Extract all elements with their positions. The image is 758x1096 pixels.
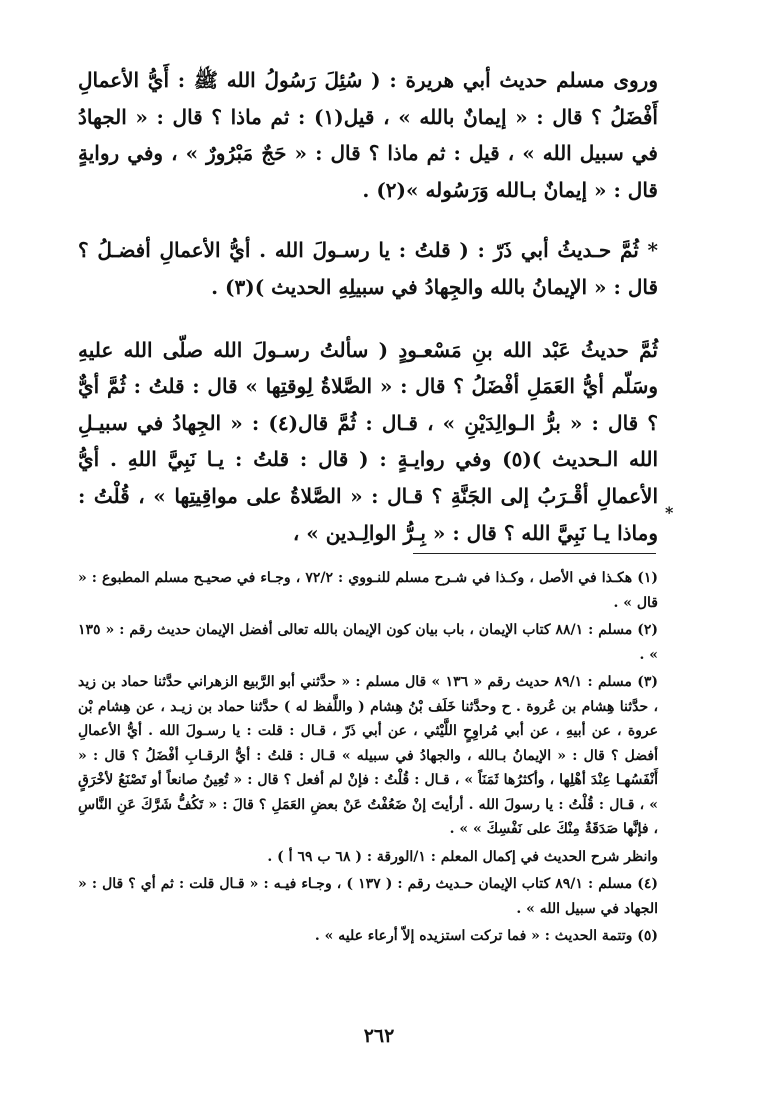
main-text [78,62,658,551]
paragraph-abu-dharr: * ثُمَّ حـديثُ أبي ذَرّ : ( قلتُ : يا رسـولَ الله . أيُّ الأعمالِ أفضـلُ ؟ قال : « الإيمانُ بالله والجِهادُ في سبيلِهِ الحديث )(٣) . [78,238,658,299]
footnote-2: (٢) مسلم : ٨٨/١ كتاب الإيمان ، باب بيان كون الإيمان بالله تعالى أفضل الإيمان حديث رقم : « ١٣٥ » . [78,622,658,663]
footnote-divider [413,553,656,554]
paragraph-ibn-masud: ثُمَّ حديثُ عَبْد الله بنِ مَسْعـودٍ ( سألتُ رسـولَ الله صلّى الله عليهِ وسَلّم أيُّ العَمَلِ أفْضَلُ ؟ قال : « الصَّلاةُ لِوقتِها » قال : قلتُ : ثُمَّ أيٌّ ؟ قال : « برُّ الـوالِدَيْنِ » ، قـال : ثُمَّ قال(٤) : « الجِهادُ في سبيـلِ الله الـحديث )(٥) وفي روايـةٍ : ( قال : قلتُ : يـا نَبِيَّ اللهِ . أيُّ الأعمالِ أقْـرَبُ إلى الجَنَّةِ ؟ قـال : « الصَّلاةُ على مواقِيتِها » ، قُلْتُ : وماذا يـا نَبِيَّ الله ؟ قال : « بِـرُّ الوالِـدين » ، [78,337,659,545]
footnote-3: (٣) مسلم : ٨٩/١ حديث رقم « ١٣٦ » قال مسلم : « حدَّثني أبو الرَّبيع الزهراني حدَّثنا حماد بن زيد ، حدَّثنا هِشام بن عُروة . ح وحدَّثنا خَلَف بْنُ هِشام ( واللَّفظ له ) حدَّثنا حماد بن زيـد ، عن هِشام بْن عروة ، عن أبيهِ ، عن أبي مُراوِحٍ اللَّيْثي ، عن أبي ذَرّ ، قـال : قلت : يا رسـولَ الله . أيُّ الأعمالِ أفضل ؟ قال : « الإيمانُ بـالله ، والجهادُ في سبيله » قـال : قلتُ : أيُّ الرقـابِ أفْضَلُ ؟ قال : « أَنْفَسُهـا عِنْدَ أهْلِها ، وأكثرُها ثَمَنَاً » ، قـال : قُلْتُ : فإنْ لم أفعل ؟ قال : « تُعِينُ صانعاً أو تَصْنَعُ لأخْرَقٍ » ، قـال : قُلْتُ : يا رسولَ الله . أرأيتَ إنْ ضَعُفْتُ عَنْ بعضِ العَمَلِ ؟ قالَ : « تَكُفُّ شَرَّكَ عَنِ النَّاسِ ، فإنَّها صَدَقَةٌ مِنْكَ على نَفْسِكَ » » . [78,674,658,837]
footnote-5: (٥) وتتمة الحديث : « فما تركت استزيده إلاّ أرعاء عليه » . [314,928,658,944]
footnotes [78,566,658,952]
page-number: ٢٦٢ [363,1025,395,1047]
footnote-4: (٤) مسلم : ٨٩/١ كتاب الإيمان حـديث رقم : ( ١٣٧ ) ، وجـاء فيـه : « قـال قلت : ثم أي ؟ قال : « الجهاد في سبيل الله » . [78,876,658,917]
footnote-1: (١) هكـذا في الأصل ، وكـذا في شـرح مسلم للنـووي : ٧٢/٢ ، وجـاء في صحيـح مسلم المطبوع : « قال » . [78,570,658,611]
margin-asterisk: * [665,503,674,522]
paragraph-abu-hurayra: وروى مسلم حديث أبي هريرة : ( سُئِلَ رَسُولُ الله ﷺ : أَيُّ الأعمالِ أَفْضَلُ ؟ قال : « إيمانٌ بالله » ، قيل(١) : ثم ماذا ؟ قال : « الجهادُ في سبيل الله » ، قيل : ثم ماذا ؟ قال : « حَجٌ مَبْرُورٌ » ، وفي روايةٍ قال : « إيمانٌ بـالله وَرَسُوله »(٢) . [78,68,658,202]
footnote-3-reference: وانظر شرح الحديث في إكمال المعلم : ١/الورقة : ( ٦٨ ب ٦٩ أ ) . [267,848,658,865]
